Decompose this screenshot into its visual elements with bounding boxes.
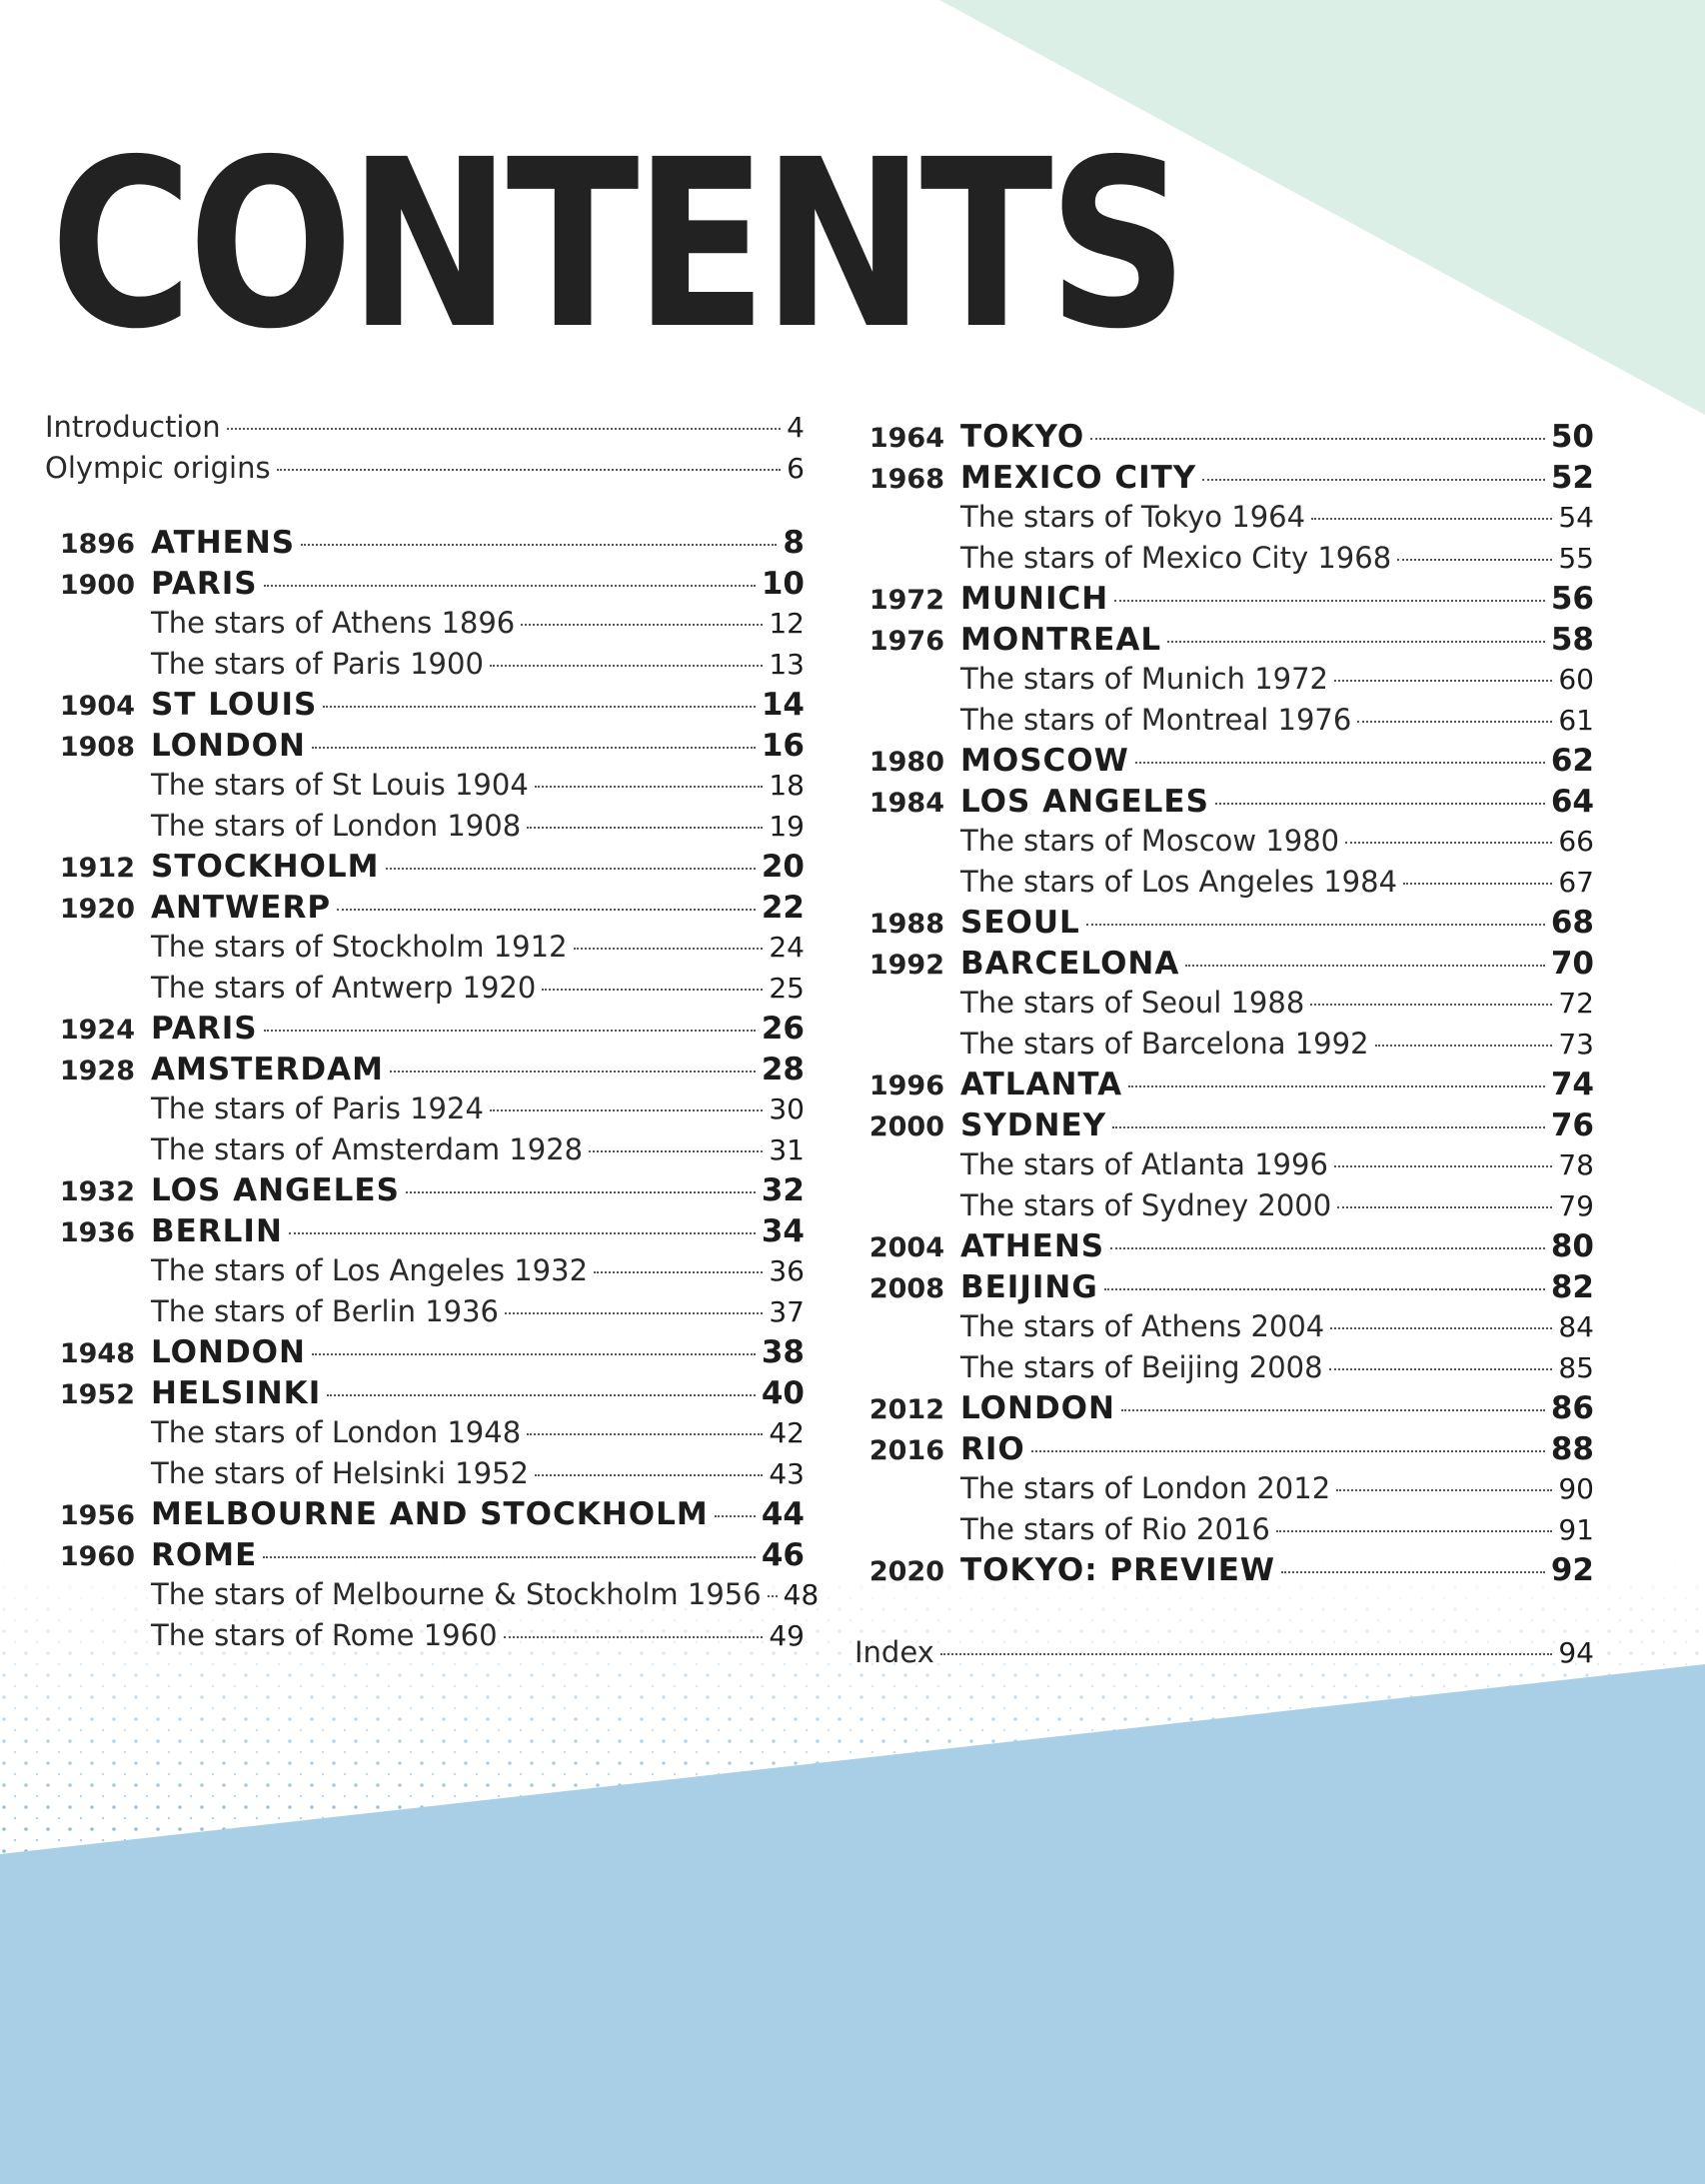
- entry-year: 1992: [868, 949, 944, 981]
- entry-year: 1996: [868, 1071, 944, 1101]
- dot-leader: [1110, 1247, 1545, 1249]
- entry-page-number: 16: [761, 727, 805, 764]
- entry-label: SYDNEY: [960, 1106, 1107, 1143]
- entry-label: The stars of Montreal 1976: [960, 702, 1352, 737]
- dot-leader: [1281, 1571, 1545, 1573]
- entry-label: The stars of London 1948: [151, 1415, 522, 1449]
- entry-page-number: 68: [1550, 905, 1594, 941]
- dot-leader: [277, 469, 782, 471]
- entry-page-number: 79: [1558, 1188, 1594, 1222]
- dot-leader: [1334, 1165, 1552, 1167]
- entry-page-number: 64: [1550, 783, 1594, 820]
- entry-label: The stars of Atlanta 1996: [960, 1147, 1328, 1181]
- entry-year: 1900: [59, 569, 135, 601]
- entry-page-number: 54: [1558, 501, 1594, 534]
- entry-page-number: 4: [787, 411, 805, 444]
- dot-leader: [715, 1515, 756, 1517]
- entry-page-number: 55: [1558, 541, 1594, 575]
- entry-page-number: 48: [783, 1578, 820, 1611]
- entry-year: 1980: [868, 747, 944, 778]
- entry-page-number: 72: [1558, 987, 1594, 1020]
- entry-year: 1984: [868, 787, 944, 819]
- entry-page-number: 76: [1550, 1106, 1594, 1143]
- entry-page-number: 94: [1558, 1635, 1594, 1669]
- entry-label: TOKYO: PREVIEW: [960, 1552, 1276, 1588]
- dot-leader: [1112, 1126, 1545, 1128]
- toc-entry-games: [854, 460, 1594, 501]
- dot-leader: [504, 1636, 764, 1638]
- dot-leader: [527, 1433, 763, 1435]
- entry-page-number: 66: [1558, 825, 1594, 858]
- entry-year: 1928: [59, 1055, 135, 1087]
- toc-entry-stars: [45, 606, 805, 647]
- dot-leader: [1185, 965, 1545, 967]
- entry-label: The stars of London 1908: [151, 808, 522, 843]
- dot-leader: [1337, 1206, 1552, 1208]
- dot-leader: [589, 1150, 763, 1152]
- toc-entry-games: [45, 849, 805, 890]
- entry-label: HELSINKI: [151, 1374, 322, 1411]
- entry-year: 1976: [868, 625, 944, 657]
- dot-leader: [1202, 479, 1545, 481]
- entry-label: The stars of Melbourne & Stockholm 1956: [151, 1577, 762, 1611]
- entry-label: The stars of Barcelona 1992: [960, 1026, 1369, 1061]
- toc-entry-games: [45, 1496, 805, 1537]
- toc-entry-games: [854, 622, 1594, 663]
- toc-entry-stars: [45, 1577, 820, 1618]
- entry-page-number: 46: [761, 1536, 805, 1573]
- toc-entry-stars: [854, 1350, 1594, 1391]
- entry-year: 1988: [868, 909, 944, 940]
- entry-label: The stars of Paris 1924: [151, 1092, 484, 1125]
- toc-entry-stars: [854, 824, 1594, 865]
- entry-label: The stars of Mexico City 1968: [960, 540, 1392, 575]
- toc-entry-stars: [854, 1471, 1594, 1512]
- dot-leader: [940, 1653, 1553, 1655]
- dot-leader: [1357, 721, 1552, 723]
- toc-entry-games: [854, 1552, 1594, 1593]
- entry-label: LOS ANGELES: [151, 1172, 400, 1208]
- toc-entry-stars: [45, 930, 805, 971]
- dot-leader: [263, 1556, 756, 1558]
- dot-leader: [327, 1394, 756, 1396]
- entry-label: The stars of St Louis 1904: [151, 768, 529, 802]
- entry-label: The stars of Stockholm 1912: [151, 930, 568, 964]
- entry-year: 1920: [59, 893, 135, 925]
- dot-leader: [312, 747, 756, 749]
- dot-leader: [527, 827, 763, 829]
- toc-entry-games: [854, 1390, 1594, 1431]
- entry-year: 1904: [59, 691, 135, 722]
- dot-leader: [535, 1474, 763, 1476]
- entry-year: 1952: [59, 1378, 135, 1410]
- toc-left-column: [45, 410, 820, 1658]
- dot-leader: [406, 1191, 756, 1193]
- toc-entry-stars: [854, 986, 1594, 1027]
- entry-label: The stars of Athens 1896: [151, 606, 516, 640]
- dot-leader: [312, 1353, 756, 1355]
- toc-entry-stars: [854, 500, 1594, 541]
- toc-entry-stars: [854, 1147, 1594, 1188]
- entry-label: The stars of Antwerp 1920: [151, 970, 537, 1005]
- toc-entry-games: [45, 687, 805, 728]
- toc-entry-games: [854, 743, 1594, 784]
- dot-leader: [1128, 1086, 1545, 1088]
- entry-page-number: 85: [1558, 1350, 1594, 1384]
- dot-leader: [1310, 1004, 1552, 1006]
- entry-label: The stars of Beijing 2008: [960, 1349, 1323, 1384]
- entry-page-number: 43: [769, 1456, 805, 1490]
- toc-entry-stars: [854, 1188, 1594, 1229]
- toc-entry-games: [45, 1213, 805, 1254]
- toc-entry-games: [854, 905, 1594, 946]
- toc-entry-games: [45, 728, 805, 769]
- entry-label: MONTREAL: [960, 621, 1162, 658]
- toc-entry-games: [45, 1537, 805, 1578]
- entry-page-number: 82: [1550, 1268, 1594, 1305]
- games-list-left: [45, 525, 820, 1658]
- entry-page-number: 38: [761, 1334, 805, 1370]
- entry-label: The stars of London 2012: [960, 1471, 1331, 1505]
- dot-leader: [505, 1312, 763, 1314]
- entry-label: ATHENS: [960, 1228, 1105, 1264]
- entry-page-number: 90: [1558, 1472, 1594, 1505]
- toc-entry-stars: [45, 809, 805, 850]
- entry-label: SEOUL: [960, 905, 1080, 941]
- entry-label: ST LOUIS: [151, 687, 318, 723]
- entry-label: MUNICH: [960, 581, 1109, 617]
- entry-year: 2008: [868, 1272, 944, 1304]
- entry-label: ATHENS: [151, 525, 296, 561]
- entry-page-number: 12: [769, 607, 805, 640]
- toc-entry-stars: [854, 703, 1594, 744]
- dot-leader: [390, 1071, 756, 1073]
- entry-label: Index: [854, 1634, 934, 1669]
- entry-label: The stars of Munich 1972: [960, 662, 1329, 696]
- toc-entry-stars: [854, 541, 1594, 582]
- entry-page-number: 18: [769, 769, 805, 802]
- dot-leader: [227, 428, 782, 430]
- entry-label: The stars of Berlin 1936: [151, 1293, 499, 1328]
- toc-entry-games: [854, 419, 1594, 460]
- entry-label: The stars of Paris 1900: [151, 646, 484, 681]
- entry-page-number: 67: [1558, 865, 1594, 899]
- toc-entry-games: [854, 784, 1594, 825]
- toc-entry-games: [45, 1375, 805, 1416]
- entry-page-number: 32: [761, 1172, 805, 1208]
- entry-label: The stars of Seoul 1988: [960, 986, 1305, 1020]
- dot-leader: [542, 989, 763, 991]
- toc-entry: [854, 1635, 1594, 1676]
- entry-year: 1908: [59, 731, 135, 763]
- entry-label: The stars of Los Angeles 1932: [151, 1253, 589, 1287]
- back-matter-list: [854, 1635, 1594, 1676]
- toc-entry-games: [45, 525, 805, 566]
- toc-entry-games: [45, 1172, 805, 1213]
- toc-entry-stars: [45, 1456, 805, 1497]
- entry-page-number: 52: [1550, 459, 1594, 496]
- dot-leader: [264, 1030, 756, 1032]
- dot-leader: [264, 585, 756, 587]
- entry-label: The stars of Tokyo 1964: [960, 500, 1306, 534]
- dot-leader: [1403, 883, 1552, 885]
- dot-leader: [490, 665, 763, 667]
- entry-page-number: 91: [1558, 1512, 1594, 1546]
- entry-label: RIO: [960, 1430, 1025, 1467]
- toc-entry-stars: [45, 1253, 805, 1294]
- entry-label: MOSCOW: [960, 743, 1129, 779]
- dot-leader: [1334, 680, 1552, 682]
- entry-year: 1912: [59, 853, 135, 884]
- front-matter-list: [45, 410, 805, 491]
- dot-leader: [1121, 1409, 1545, 1411]
- entry-page-number: 36: [769, 1254, 805, 1287]
- dot-leader: [574, 948, 764, 950]
- dot-leader: [594, 1271, 763, 1273]
- entry-year: 2012: [868, 1394, 944, 1425]
- entry-year: 2000: [868, 1110, 944, 1142]
- toc-entry-stars: [45, 1294, 805, 1335]
- toc-entry-stars: [45, 1415, 805, 1456]
- entry-label: PARIS: [151, 1011, 258, 1047]
- toc-entry-games: [854, 1107, 1594, 1148]
- entry-page-number: 73: [1558, 1027, 1594, 1061]
- toc-entry-games: [854, 946, 1594, 987]
- entry-year: 1964: [868, 423, 944, 454]
- entry-label: ANTWERP: [151, 889, 332, 926]
- entry-label: BARCELONA: [960, 945, 1180, 982]
- entry-page-number: 56: [1550, 581, 1594, 617]
- entry-page-number: 20: [761, 849, 805, 885]
- toc-entry-games: [45, 1011, 805, 1052]
- dot-leader: [1311, 518, 1552, 520]
- entry-page-number: 70: [1550, 945, 1594, 982]
- entry-page-number: 6: [787, 451, 805, 485]
- entry-page-number: 62: [1550, 743, 1594, 779]
- entry-page-number: 24: [769, 931, 805, 964]
- entry-page-number: 26: [761, 1011, 805, 1047]
- entry-page-number: 58: [1550, 621, 1594, 658]
- entry-page-number: 49: [769, 1618, 805, 1652]
- toc-entry-games: [45, 566, 805, 607]
- entry-label: LONDON: [960, 1390, 1115, 1426]
- entry-label: MELBOURNE AND STOCKHOLM: [151, 1496, 709, 1532]
- dot-leader: [1336, 1489, 1552, 1491]
- toc-entry-stars: [854, 662, 1594, 703]
- entry-label: ROME: [151, 1536, 258, 1573]
- entry-label: Introduction: [45, 410, 221, 444]
- entry-label: The stars of Rio 2016: [960, 1511, 1270, 1546]
- entry-year: 1936: [59, 1216, 135, 1248]
- dot-leader: [289, 1232, 756, 1234]
- dot-leader: [1090, 438, 1545, 440]
- entry-page-number: 25: [769, 971, 805, 1005]
- toc-entry-stars: [45, 1092, 805, 1132]
- dot-leader: [1031, 1450, 1545, 1452]
- entry-year: 1956: [59, 1500, 135, 1531]
- entry-label: BEIJING: [960, 1268, 1098, 1305]
- toc-entry-games: [45, 890, 805, 931]
- toc-right-column: [854, 419, 1594, 1675]
- entry-year: 2004: [868, 1232, 944, 1263]
- dot-leader: [386, 868, 756, 870]
- entry-page-number: 42: [769, 1416, 805, 1449]
- entry-label: The stars of Los Angeles 1984: [960, 864, 1398, 899]
- entry-page-number: 60: [1558, 663, 1594, 696]
- toc-entry: [45, 451, 805, 492]
- entry-page-number: 14: [761, 687, 805, 723]
- entry-page-number: 28: [761, 1051, 805, 1088]
- entry-page-number: 8: [783, 525, 805, 561]
- toc-entry-games: [854, 1228, 1594, 1269]
- entry-page-number: 92: [1550, 1552, 1594, 1588]
- entry-page-number: 10: [761, 565, 805, 602]
- entry-year: 1924: [59, 1015, 135, 1046]
- entry-label: LONDON: [151, 1334, 306, 1370]
- games-list-right: [854, 419, 1594, 1593]
- entry-page-number: 13: [769, 647, 805, 681]
- entry-page-number: 44: [761, 1496, 805, 1532]
- toc-entry-games: [854, 1067, 1594, 1107]
- entry-page-number: 84: [1558, 1310, 1594, 1343]
- entry-year: 1896: [59, 529, 135, 560]
- toc-entry-stars: [45, 971, 805, 1012]
- dot-leader: [1086, 924, 1545, 926]
- entry-page-number: 37: [769, 1294, 805, 1328]
- dot-leader: [1330, 1327, 1552, 1329]
- dot-leader: [521, 624, 763, 626]
- dot-leader: [535, 786, 764, 788]
- entry-label: The stars of Moscow 1980: [960, 824, 1340, 858]
- toc-entry-games: [854, 581, 1594, 622]
- entry-year: 1968: [868, 463, 944, 495]
- entry-label: PARIS: [151, 565, 258, 602]
- entry-page-number: 78: [1558, 1148, 1594, 1181]
- toc-entry-games: [854, 1269, 1594, 1310]
- entry-label: LONDON: [151, 727, 306, 764]
- toc-entry-games: [45, 1334, 805, 1375]
- dot-leader: [1276, 1530, 1553, 1532]
- entry-label: STOCKHOLM: [151, 849, 380, 885]
- entry-label: The stars of Helsinki 1952: [151, 1455, 529, 1490]
- dot-leader: [301, 544, 777, 546]
- entry-page-number: 86: [1550, 1390, 1594, 1426]
- entry-year: 1948: [59, 1338, 135, 1369]
- toc-entry-stars: [854, 1309, 1594, 1350]
- dot-leader: [1167, 641, 1545, 643]
- toc-entry-stars: [45, 1132, 805, 1173]
- toc-entry-stars: [854, 865, 1594, 906]
- entry-label: The stars of Amsterdam 1928: [151, 1131, 584, 1166]
- dot-leader: [1104, 1288, 1545, 1290]
- entry-page-number: 50: [1550, 419, 1594, 455]
- toc-entry-games: [854, 1431, 1594, 1472]
- dot-leader: [1135, 762, 1545, 764]
- dot-leader: [323, 706, 756, 708]
- entry-year: 1972: [868, 585, 944, 616]
- entry-label: The stars of Sydney 2000: [960, 1187, 1332, 1222]
- dot-leader: [1345, 842, 1552, 844]
- entry-year: 1932: [59, 1176, 135, 1207]
- toc-entry-stars: [45, 1618, 805, 1659]
- entry-page-number: 74: [1550, 1067, 1594, 1102]
- toc-entry-stars: [854, 1027, 1594, 1068]
- entry-year: 2020: [868, 1556, 944, 1587]
- entry-page-number: 88: [1550, 1430, 1594, 1467]
- dot-leader: [768, 1595, 778, 1597]
- entry-label: MEXICO CITY: [960, 459, 1197, 496]
- dot-leader: [1215, 803, 1545, 805]
- dot-leader: [1329, 1368, 1553, 1370]
- entry-label: LOS ANGELES: [960, 783, 1209, 820]
- entry-label: ATLANTA: [960, 1067, 1123, 1102]
- entry-label: AMSTERDAM: [151, 1051, 384, 1088]
- section-gap: [45, 491, 805, 525]
- dot-leader: [490, 1109, 763, 1111]
- entry-label: The stars of Athens 2004: [960, 1309, 1325, 1343]
- entry-page-number: 19: [769, 809, 805, 843]
- entry-page-number: 40: [761, 1374, 805, 1411]
- entry-page-number: 34: [761, 1212, 805, 1249]
- entry-label: The stars of Rome 1960: [151, 1617, 498, 1652]
- page-title: CONTENTS: [50, 110, 1183, 380]
- entry-page-number: 30: [769, 1092, 805, 1125]
- entry-page-number: 61: [1558, 703, 1594, 737]
- entry-page-number: 80: [1550, 1228, 1594, 1264]
- dot-leader: [337, 909, 756, 911]
- entry-label: BERLIN: [151, 1212, 283, 1249]
- toc-entry-stars: [854, 1512, 1594, 1553]
- dot-leader: [1375, 1045, 1553, 1047]
- toc-entry-stars: [45, 647, 805, 688]
- toc-entry-games: [45, 1052, 805, 1092]
- entry-year: 2016: [868, 1434, 944, 1466]
- section-gap: [854, 1593, 1594, 1635]
- toc-entry-stars: [45, 768, 805, 809]
- toc-entry: [45, 410, 805, 451]
- entry-year: 1960: [59, 1540, 135, 1572]
- dot-leader: [1397, 559, 1552, 561]
- dot-leader: [1114, 600, 1545, 602]
- entry-label: Olympic origins: [45, 450, 271, 485]
- entry-page-number: 31: [769, 1132, 805, 1166]
- entry-label: TOKYO: [960, 419, 1085, 455]
- entry-page-number: 22: [761, 889, 805, 926]
